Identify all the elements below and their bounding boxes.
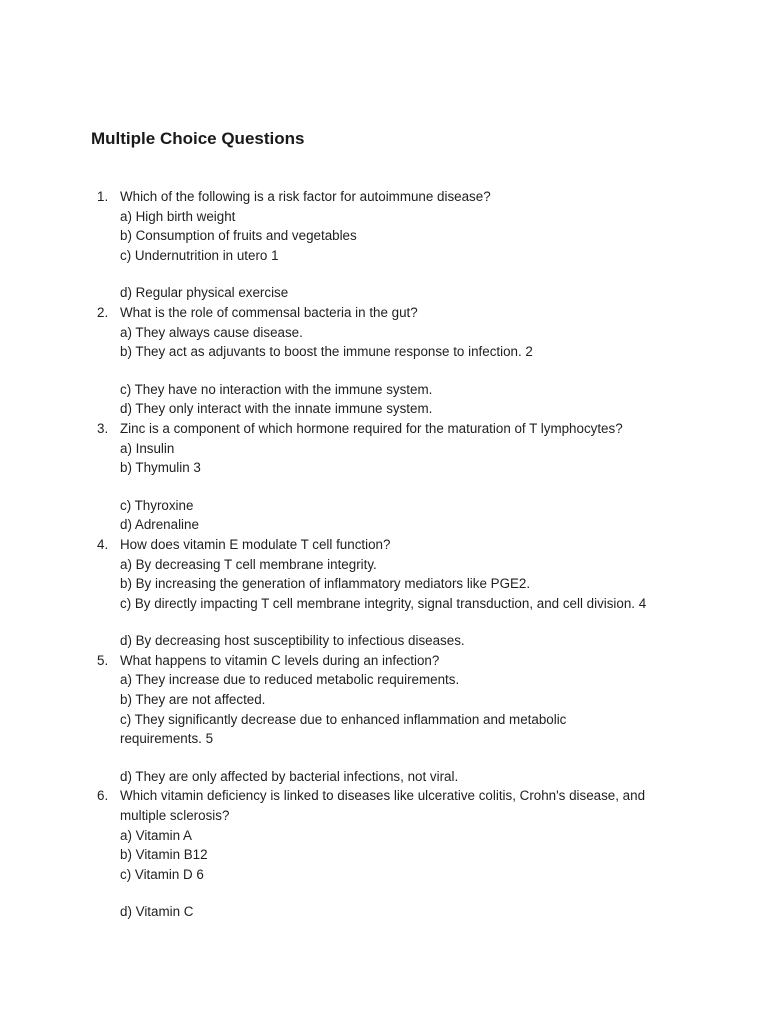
question-number: 3. <box>97 420 109 436</box>
answer-option: a) They increase due to reduced metabolic requirements. <box>120 672 460 688</box>
question-item <box>0 419 700 535</box>
spacer <box>120 478 700 496</box>
question-number: 2. <box>97 304 109 320</box>
answer-option: c) Vitamin D 6 <box>120 866 204 882</box>
question-text: Which of the following is a risk factor for autoimmune disease? <box>120 189 491 204</box>
answer-option: b) Thymulin 3 <box>120 460 201 476</box>
question-item <box>0 187 700 303</box>
question-text: What happens to vitamin C levels during an infection? <box>120 652 440 668</box>
answer-option: d) By decreasing host susceptibility to infectious diseases. <box>120 633 465 649</box>
answer-option-continued: requirements. 5 <box>120 731 214 747</box>
answer-option: b) They act as adjuvants to boost the immune response to infection. 2 <box>120 344 533 360</box>
question-item <box>0 651 700 787</box>
answer-option: c) They significantly decrease due to enhanced inflammation and metabolic <box>120 711 567 727</box>
question-number: 5. <box>97 652 109 668</box>
question-text: Which vitamin deficiency is linked to diseases like ulcerative colitis, Crohn's disease, and <box>120 788 646 804</box>
question-number: 1. <box>97 189 109 204</box>
answer-option: b) Consumption of fruits and vegetables <box>120 228 357 244</box>
question-item <box>0 303 700 419</box>
page-title: Multiple Choice Questions <box>91 129 305 148</box>
answer-option: a) They always cause disease. <box>120 324 303 340</box>
answer-option: d) Regular physical exercise <box>120 285 289 301</box>
answer-option: d) They are only affected by bacterial infections, not viral. <box>120 768 459 784</box>
answer-option: c) Thyroxine <box>120 497 194 513</box>
answer-option: d) Vitamin C <box>120 904 194 920</box>
answer-option: d) Adrenaline <box>120 517 199 533</box>
question-text: What is the role of commensal bacteria in the gut? <box>120 304 418 320</box>
answer-option: a) By decreasing T cell membrane integrity. <box>120 556 377 572</box>
answer-option: a) Vitamin A <box>120 827 192 843</box>
question-list <box>0 187 700 922</box>
spacer <box>120 362 700 380</box>
question-number: 4. <box>97 536 109 552</box>
answer-option: b) By increasing the generation of inflammatory mediators like PGE2. <box>120 576 531 592</box>
answer-option: c) They have no interaction with the immune system. <box>120 381 433 397</box>
answer-option: a) High birth weight <box>120 208 236 224</box>
spacer <box>120 884 700 902</box>
answer-option: b) They are not affected. <box>120 692 266 708</box>
answer-option: d) They only interact with the innate immune system. <box>120 401 433 417</box>
answer-option: b) Vitamin B12 <box>120 847 208 863</box>
spacer <box>120 265 700 283</box>
question-text: Zinc is a component of which hormone required for the maturation of T lymphocytes? <box>120 420 623 436</box>
question-number: 6. <box>97 788 109 804</box>
question-text-continued: multiple sclerosis? <box>120 808 230 824</box>
question-item <box>0 535 700 651</box>
question-text: How does vitamin E modulate T cell function? <box>120 536 391 552</box>
spacer <box>120 749 700 767</box>
spacer <box>120 613 700 631</box>
answer-option: a) Insulin <box>120 440 175 456</box>
answer-option: c) Undernutrition in utero 1 <box>120 247 279 263</box>
question-item <box>0 786 700 922</box>
answer-option: c) By directly impacting T cell membrane integrity, signal transduction, and cell division. 4 <box>120 595 647 611</box>
